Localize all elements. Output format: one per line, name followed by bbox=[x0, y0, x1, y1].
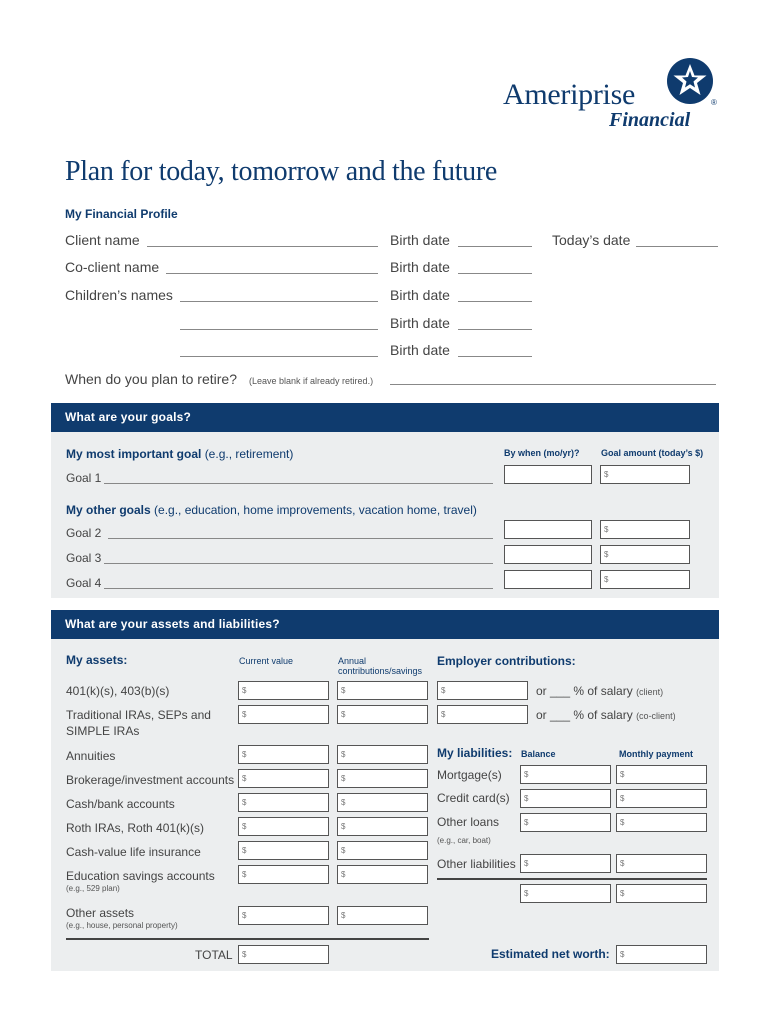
asset-annuities-label: Annuities bbox=[66, 749, 116, 763]
goal-2-by-when-input[interactable] bbox=[504, 520, 592, 539]
todays-date-label: Today’s date bbox=[552, 232, 631, 248]
birth-date-field[interactable] bbox=[458, 329, 532, 330]
liabilities-total-rule bbox=[437, 878, 707, 880]
goal-3-field[interactable] bbox=[104, 563, 493, 564]
profile-heading: My Financial Profile bbox=[65, 207, 178, 221]
other-loans-payment-input[interactable]: $ bbox=[616, 813, 707, 832]
mortgage-payment-input[interactable]: $ bbox=[616, 765, 707, 784]
birth-date-field[interactable] bbox=[458, 246, 532, 247]
other-loans-balance-input[interactable]: $ bbox=[520, 813, 611, 832]
asset-brokerage-annual-input[interactable]: $ bbox=[337, 769, 428, 788]
employer-coclient-input[interactable]: $ bbox=[437, 705, 528, 724]
important-goal-bold: My most important goal bbox=[66, 447, 202, 461]
goal-3-amount-input[interactable]: $ bbox=[600, 545, 690, 564]
client-note: (client) bbox=[636, 687, 664, 697]
child-name-field[interactable] bbox=[180, 301, 378, 302]
net-worth-input[interactable]: $ bbox=[616, 945, 707, 964]
logo-subtitle: Financial bbox=[609, 109, 691, 131]
asset-401k-annual-input[interactable]: $ bbox=[337, 681, 428, 700]
asset-annuities-current-input[interactable]: $ bbox=[238, 745, 329, 764]
retire-label: When do you plan to retire? bbox=[65, 371, 237, 387]
assets-section-bar: What are your assets and liabilities? bbox=[51, 610, 719, 639]
asset-trad-ira-annual-input[interactable]: $ bbox=[337, 705, 428, 724]
employer-client-input[interactable]: $ bbox=[437, 681, 528, 700]
birth-date-label: Birth date bbox=[390, 287, 450, 303]
other-goals-heading bbox=[66, 503, 477, 517]
client-name-label: Client name bbox=[65, 232, 140, 248]
other-goals-note: (e.g., education, home improvements, vacation home, travel) bbox=[154, 503, 477, 517]
or-salary-client bbox=[536, 684, 663, 698]
asset-trad-ira-label-2: SIMPLE IRAs bbox=[66, 724, 140, 738]
credit-card-payment-input[interactable]: $ bbox=[616, 789, 707, 808]
mortgage-balance-input[interactable]: $ bbox=[520, 765, 611, 784]
goal-2-field[interactable] bbox=[108, 538, 493, 539]
or-salary-coclient bbox=[536, 708, 676, 722]
annual-header-2: contributions/savings bbox=[338, 666, 423, 676]
todays-date-field[interactable] bbox=[636, 246, 718, 247]
or-salary-text: or ___ % of salary bbox=[536, 708, 633, 722]
birth-date-field[interactable] bbox=[458, 273, 532, 274]
credit-card-balance-input[interactable]: $ bbox=[520, 789, 611, 808]
asset-cash-label: Cash/bank accounts bbox=[66, 797, 175, 811]
important-goal-heading bbox=[66, 447, 293, 461]
asset-education-note: (e.g., 529 plan) bbox=[66, 884, 120, 893]
other-liabilities-payment-input[interactable]: $ bbox=[616, 854, 707, 873]
liability-other-loans-note: (e.g., car, boat) bbox=[437, 836, 491, 845]
logo-wordmark: Ameriprise bbox=[503, 78, 635, 111]
asset-401k-label: 401(k)(s), 403(b)(s) bbox=[66, 684, 170, 698]
assets-total-rule bbox=[66, 938, 429, 940]
goal-2-amount-input[interactable]: $ bbox=[600, 520, 690, 539]
net-worth-label: Estimated net worth: bbox=[491, 947, 610, 961]
goal-4-label: Goal 4 bbox=[66, 576, 102, 590]
page-title: Plan for today, tomorrow and the future bbox=[65, 156, 498, 187]
asset-life-insurance-annual-input[interactable]: $ bbox=[337, 841, 428, 860]
asset-roth-label: Roth IRAs, Roth 401(k)(s) bbox=[66, 821, 205, 835]
asset-education-label: Education savings accounts bbox=[66, 869, 215, 883]
asset-other-note: (e.g., house, personal property) bbox=[66, 921, 178, 930]
liabilities-total-payment-input[interactable]: $ bbox=[616, 884, 707, 903]
goals-section-bar: What are your goals? bbox=[51, 403, 719, 432]
other-liabilities-balance-input[interactable]: $ bbox=[520, 854, 611, 873]
goal-3-label: Goal 3 bbox=[66, 551, 102, 565]
assets-total-input[interactable]: $ bbox=[238, 945, 329, 964]
monthly-payment-header: Monthly payment bbox=[619, 749, 694, 759]
asset-other-annual-input[interactable]: $ bbox=[337, 906, 428, 925]
asset-life-insurance-label: Cash-value life insurance bbox=[66, 845, 201, 859]
asset-education-current-input[interactable]: $ bbox=[238, 865, 329, 884]
children-names-label: Children’s names bbox=[65, 287, 173, 303]
employer-contributions-heading: Employer contributions: bbox=[437, 654, 576, 668]
other-goals-bold: My other goals bbox=[66, 503, 151, 517]
registered-mark: ® bbox=[711, 98, 717, 107]
goal-4-field[interactable] bbox=[104, 588, 493, 589]
birth-date-label: Birth date bbox=[390, 342, 450, 358]
goal-1-amount-input[interactable]: $ bbox=[600, 465, 690, 484]
annual-header-1: Annual bbox=[338, 656, 367, 666]
birth-date-label: Birth date bbox=[390, 315, 450, 331]
child-name-field[interactable] bbox=[180, 329, 378, 330]
important-goal-note: (e.g., retirement) bbox=[204, 447, 294, 461]
retire-note: (Leave blank if already retired.) bbox=[249, 376, 374, 386]
liability-credit-card-label: Credit card(s) bbox=[437, 791, 510, 805]
asset-education-annual-input[interactable]: $ bbox=[337, 865, 428, 884]
asset-other-label: Other assets bbox=[66, 906, 135, 920]
coclient-name-label: Co-client name bbox=[65, 259, 160, 275]
liability-mortgage-label: Mortgage(s) bbox=[437, 768, 502, 782]
asset-401k-current-input[interactable]: $ bbox=[238, 681, 329, 700]
star-logo-icon bbox=[667, 58, 713, 104]
liabilities-total-balance-input[interactable]: $ bbox=[520, 884, 611, 903]
goal-amount-header: Goal amount (today’s $) bbox=[601, 448, 704, 458]
birth-date-field[interactable] bbox=[458, 301, 532, 302]
asset-roth-current-input[interactable]: $ bbox=[238, 817, 329, 836]
coclient-note: (co-client) bbox=[636, 711, 676, 721]
goal-2-label: Goal 2 bbox=[66, 526, 102, 540]
goal-4-by-when-input[interactable] bbox=[504, 570, 592, 589]
liability-other-loans-label: Other loans bbox=[437, 815, 500, 829]
asset-other-current-input[interactable]: $ bbox=[238, 906, 329, 925]
my-assets-heading: My assets: bbox=[66, 653, 128, 667]
child-name-field[interactable] bbox=[180, 356, 378, 357]
goal-4-amount-input[interactable]: $ bbox=[600, 570, 690, 589]
coclient-name-field[interactable] bbox=[166, 273, 378, 274]
asset-cash-annual-input[interactable]: $ bbox=[337, 793, 428, 812]
asset-roth-annual-input[interactable]: $ bbox=[337, 817, 428, 836]
liability-other-label: Other liabilities bbox=[437, 857, 516, 871]
client-name-field[interactable] bbox=[147, 246, 378, 247]
my-liabilities-heading: My liabilities: bbox=[437, 746, 513, 760]
goal-3-by-when-input[interactable] bbox=[504, 545, 592, 564]
retire-field[interactable] bbox=[390, 384, 716, 385]
balance-header: Balance bbox=[521, 749, 556, 759]
asset-cash-current-input[interactable]: $ bbox=[238, 793, 329, 812]
asset-trad-ira-label-1: Traditional IRAs, SEPs and bbox=[66, 708, 211, 722]
asset-brokerage-current-input[interactable]: $ bbox=[238, 769, 329, 788]
birth-date-field[interactable] bbox=[458, 356, 532, 357]
current-value-header: Current value bbox=[239, 656, 294, 666]
asset-annuities-annual-input[interactable]: $ bbox=[337, 745, 428, 764]
birth-date-label: Birth date bbox=[390, 232, 450, 248]
goal-1-field[interactable] bbox=[104, 483, 493, 484]
asset-life-insurance-current-input[interactable]: $ bbox=[238, 841, 329, 860]
by-when-header: By when (mo/yr)? bbox=[504, 448, 580, 458]
asset-trad-ira-current-input[interactable]: $ bbox=[238, 705, 329, 724]
asset-brokerage-label: Brokerage/investment accounts bbox=[66, 773, 235, 787]
or-salary-text: or ___ % of salary bbox=[536, 684, 633, 698]
total-label: TOTAL bbox=[195, 948, 233, 962]
birth-date-label: Birth date bbox=[390, 259, 450, 275]
goal-1-label: Goal 1 bbox=[66, 471, 102, 485]
goal-1-by-when-input[interactable] bbox=[504, 465, 592, 484]
